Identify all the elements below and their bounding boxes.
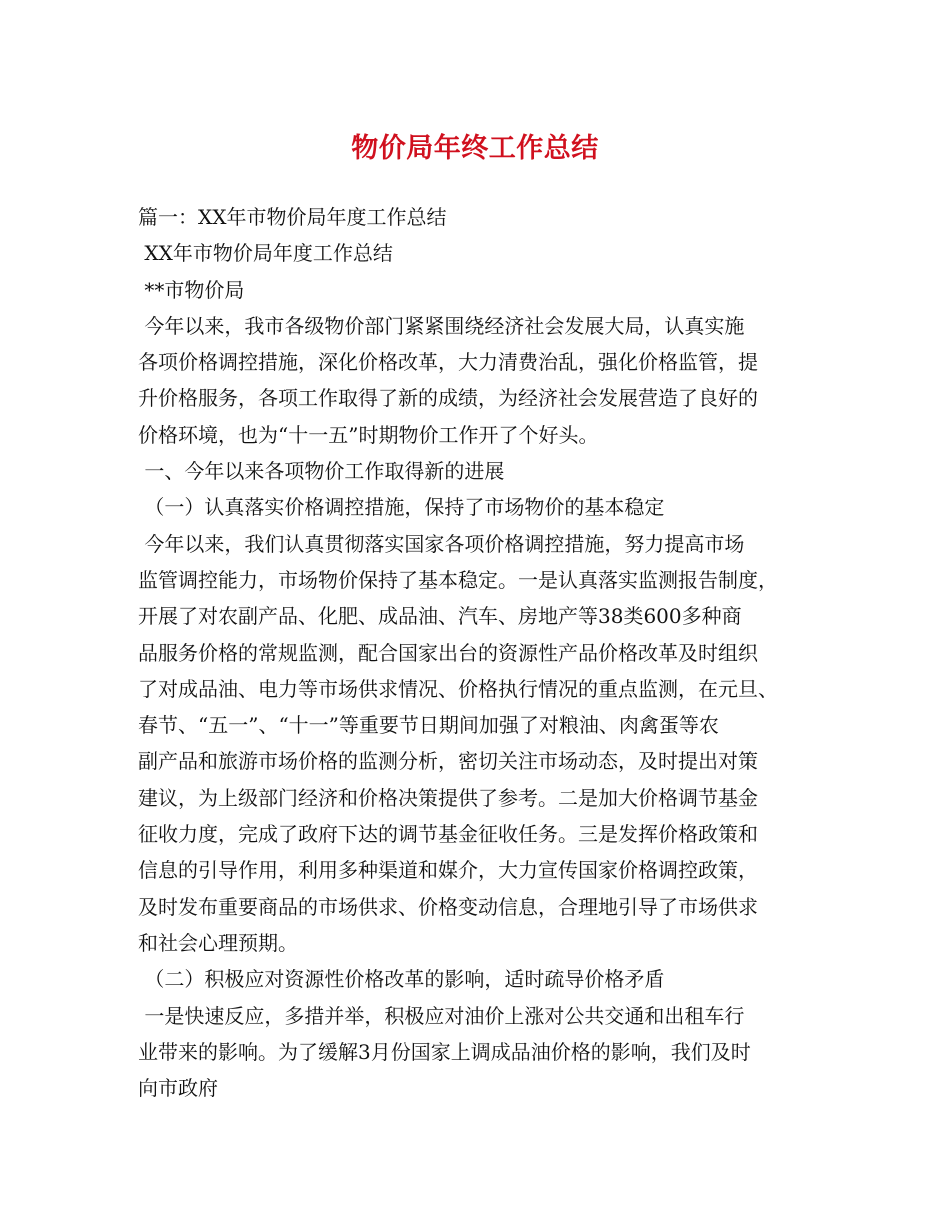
body-line: （二）积极应对资源性价格改革的影响，适时疏导价格矛盾 — [138, 967, 665, 992]
body-line: XX年市物价局年度工作总结 — [138, 241, 393, 266]
document-title: 物价局年终工作总结 — [351, 133, 599, 164]
body-line: 副产品和旅游市场价格的监测分析，密切关注市场动态，及时提出对策 — [138, 749, 758, 774]
body-line: 价格环境，也为“十一五”时期物价工作开了个好头。 — [138, 422, 599, 447]
body-line: 一、今年以来各项物价工作取得新的进展 — [138, 459, 505, 484]
body-line: 开展了对农副产品、化肥、成品油、汽车、房地产等38类600多种商 — [138, 604, 742, 629]
body-line: 业带来的影响。为了缓解3月份国家上调成品油价格的影响，我们及时 — [138, 1039, 751, 1064]
body-line: 春节、“五一”、“十一”等重要节日期间加强了对粮油、肉禽蛋等农 — [138, 713, 719, 738]
body-line: 品服务价格的常规监测，配合国家出台的资源性产品价格改革及时组织 — [138, 640, 758, 665]
body-line: （一）认真落实价格调控措施，保持了市场物价的基本稳定 — [138, 495, 665, 520]
body-line: 及时发布重要商品的市场供求、价格变动信息，合理地引导了市场供求 — [138, 894, 758, 919]
body-line: 征收力度，完成了政府下达的调节基金征收任务。三是发挥价格政策和 — [138, 822, 758, 847]
body-line: 监管调控能力，市场物价保持了基本稳定。一是认真落实监测报告制度， — [138, 567, 778, 592]
document-body — [138, 199, 828, 1106]
body-line: 今年以来，我市各级物价部门紧紧围绕经济社会发展大局，认真实施 — [138, 313, 745, 338]
body-line: 升价格服务，各项工作取得了新的成绩，为经济社会发展营造了良好的 — [138, 386, 758, 411]
body-line: 篇一：XX年市物价局年度工作总结 — [138, 205, 447, 229]
body-line: 一是快速反应，多措并举，积极应对油价上涨对公共交通和出租车行 — [138, 1003, 745, 1028]
body-line: 向市政府 — [138, 1076, 218, 1101]
body-line: 今年以来，我们认真贯彻落实国家各项价格调控措施，努力提高市场 — [138, 531, 745, 556]
body-line: **市物价局 — [138, 277, 245, 302]
body-line: 建议，为上级部门经济和价格决策提供了参考。二是加大价格调节基金 — [138, 785, 758, 810]
body-line: 信息的引导作用，利用多种渠道和媒介，大力宣传国家价格调控政策， — [138, 858, 758, 883]
body-line: 各项价格调控措施，深化价格改革，大力清费治乱，强化价格监管，提 — [138, 350, 758, 375]
body-line: 和社会心理预期。 — [138, 930, 298, 955]
body-line: 了对成品油、电力等市场供求情况、价格执行情况的重点监测，在元旦、 — [138, 676, 778, 701]
